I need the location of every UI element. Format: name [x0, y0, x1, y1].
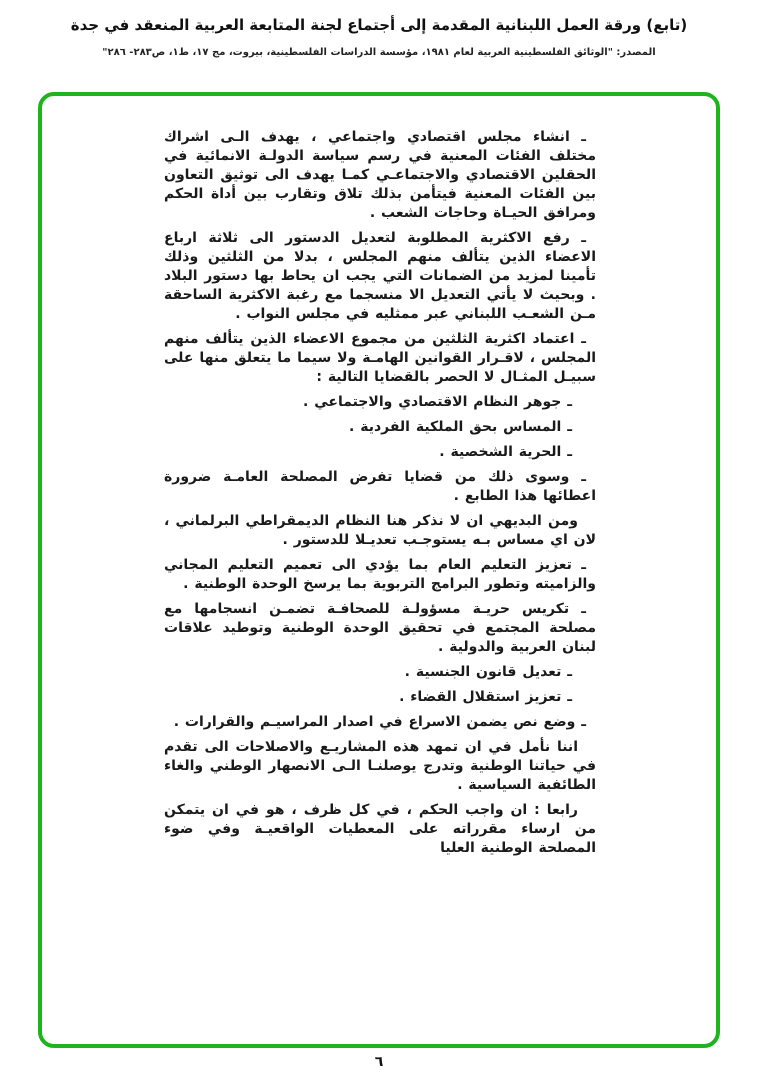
- paragraph: ـ تعزيز التعليم العام بما يؤدي الى تعميم التعليم المجاني والزاميته وتطور البرامج التربوية بما يرسخ الوحدة الوطنية .: [164, 557, 596, 592]
- list-item: ـ الحرية الشخصية .: [439, 444, 572, 460]
- paragraph: ـ اعتماد اكثرية الثلثين من مجموع الاعضاء الذين يتألف منهم المجلس ، لاقـرار القوانين الهامـة ولا سيما ما يتعلق منها على سبيـل المثـال لا الحصر بالقضايا التالية :: [164, 331, 596, 385]
- list-item: ـ جوهر النظام الاقتصادي والاجتماعي .: [303, 394, 572, 410]
- paragraph: ومن البديهي ان لا نذكر هنا النظام الديمقراطي البرلماني ، لان اي مساس بـه يستوجـب تعديـلا للدستور .: [164, 513, 596, 548]
- paragraph: ـ انشاء مجلس اقتصادي واجتماعي ، يهدف الـى اشراك مختلف الفئات المعنية في رسم سياسة الدولـة الانمائية في الحقلين الاقتصادي والاجتماعـي كمـا يهدف الى توثيق التعاون بين الفئات المعنية فيتأمن بذلك تلاق وتقارب بين أداة الحكم ومرافق الحيـاة وحاجات الشعب .: [164, 129, 596, 221]
- paragraph: اننا نأمل في ان تمهد هذه المشاريـع والاصلاحات الى تقدم في حياتنا الوطنية وتدرج يوصلنـا الـى الانصهار الوطني والغاء الطائفية السياسية .: [164, 739, 596, 793]
- paragraph: ـ وسوى ذلك من قضايا تفرض المصلحة العامـة ضرورة اعطائها هذا الطابع .: [164, 469, 596, 504]
- paragraph: رابعا : ان واجب الحكم ، في كل ظرف ، هو في ان يتمكن من ارساء مقرراته على المعطيات الواقعيـة وفي ضوء المصلحة الوطنية العليا: [164, 802, 596, 856]
- paragraph: ـ وضع نص يضمن الاسراع في اصدار المراسيـم والقرارات .: [173, 714, 586, 730]
- document-title: (تابع) ورقة العمل اللبنانية المقدمة إلى أجتماع لجنة المتابعة العربية المنعقد في جدة: [70, 16, 688, 34]
- list-item: ـ المساس بحق الملكية الفردية .: [349, 419, 572, 435]
- paragraph: ـ رفع الاكثرية المطلوبة لتعديل الدستور الى ثلاثة ارباع الاعضاء الذين يتألف منهم المجلس ، بدلا من الثلثين وذلك تأمينا لمزيد من الضمانات التي يجب ان يحاط بها دستور البلاد . وبحيث لا يأتي التعديل الا منسجما مع رغبة الاكثرية الساحقة مـن الشعـب اللبناني عبر ممثليه في مجلس النواب .: [164, 230, 596, 322]
- page-header: [0, 16, 758, 58]
- paragraph: ـ تكريس حريـة مسؤولـة للصحافـة تضمـن انسجامها مع مصلحة المجتمع في تحقيق الوحدة الوطنية وتوطيد علاقات لبنان العربية والدولية .: [164, 601, 596, 655]
- list-item: ـ تعديل قانون الجنسية .: [404, 664, 572, 680]
- source-citation: المصدر: "الوثائق الفلسطينية العربية لعام ١٩٨١، مؤسسة الدراسات الفلسطينية، بيروت، مج ١٧، ط١، ص٢٨٣- ٢٨٦": [102, 47, 656, 58]
- page-number: ٦: [374, 1054, 384, 1070]
- list-item: ـ تعزيز استقلال القضاء .: [399, 689, 572, 705]
- document-body: [164, 128, 596, 864]
